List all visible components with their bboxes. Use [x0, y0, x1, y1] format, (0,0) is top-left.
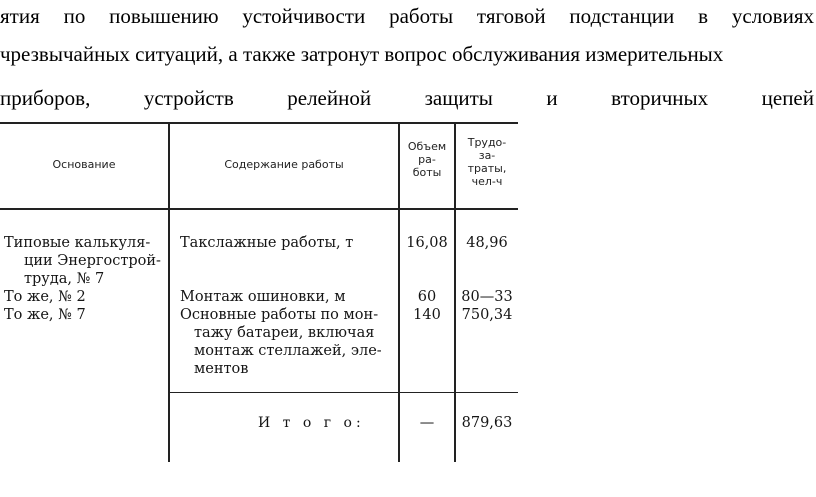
row-3-volume: 140 [413, 307, 441, 323]
total-top-border [170, 392, 518, 393]
header-labor-line: за- [478, 149, 496, 162]
paragraph-line-1: ятия по повышению устойчивости работы тяговой подстанции в условиях [0, 4, 814, 28]
header-content: Содержание работы [224, 158, 344, 171]
header-labor-line: Трудо- [467, 136, 507, 149]
row-1-content: Такслажные работы, т [180, 235, 354, 251]
table-top-border [0, 122, 518, 124]
row-2-labor: 80—33 [461, 289, 513, 305]
header-volume-line: ра- [418, 153, 436, 166]
row-1-basis [4, 234, 161, 288]
header-volume-line: Объем [407, 140, 447, 153]
header-volume [400, 140, 454, 179]
row-1-volume: 16,08 [406, 235, 448, 251]
header-labor [456, 136, 518, 188]
header-basis: Основание [52, 158, 116, 171]
row-3-content-line: монтаж стеллажей, эле- [194, 343, 382, 359]
row-3-content [180, 306, 382, 378]
row-3-content-line: Основные работы по мон- [180, 307, 379, 323]
row-1-labor: 48,96 [466, 235, 508, 251]
total-label: И т о г о: [258, 415, 365, 431]
paragraph-line-2: чрезвычайных ситуаций, а также затронут вопрос обслуживания измерительных [0, 42, 724, 66]
row-3-labor: 750,34 [461, 307, 513, 323]
total-labor: 879,63 [461, 415, 513, 431]
column-divider-1 [168, 122, 170, 462]
header-bottom-border [0, 208, 518, 210]
row-1-basis-line: труда, № 7 [24, 271, 105, 287]
row-2-volume: 60 [417, 289, 437, 305]
header-labor-line: траты, [467, 162, 507, 175]
row-3-basis: То же, № 7 [4, 307, 86, 323]
row-1-basis-line: Типовые калькуля- [4, 235, 151, 251]
paragraph-line-3: приборов, устройств релейной защиты и вторичных цепей [0, 86, 814, 110]
row-1-basis-line: ции Энергострой- [24, 253, 161, 269]
header-labor-line: чел-ч [471, 175, 503, 188]
total-volume: — [419, 415, 435, 431]
row-2-content: Монтаж ошиновки, м [180, 289, 346, 305]
row-3-content-line: тажу батареи, включая [194, 325, 375, 341]
row-3-content-line: ментов [194, 361, 249, 377]
work-table [0, 122, 520, 462]
row-2-basis: То же, № 2 [4, 289, 86, 305]
header-volume-line: боты [412, 166, 442, 179]
